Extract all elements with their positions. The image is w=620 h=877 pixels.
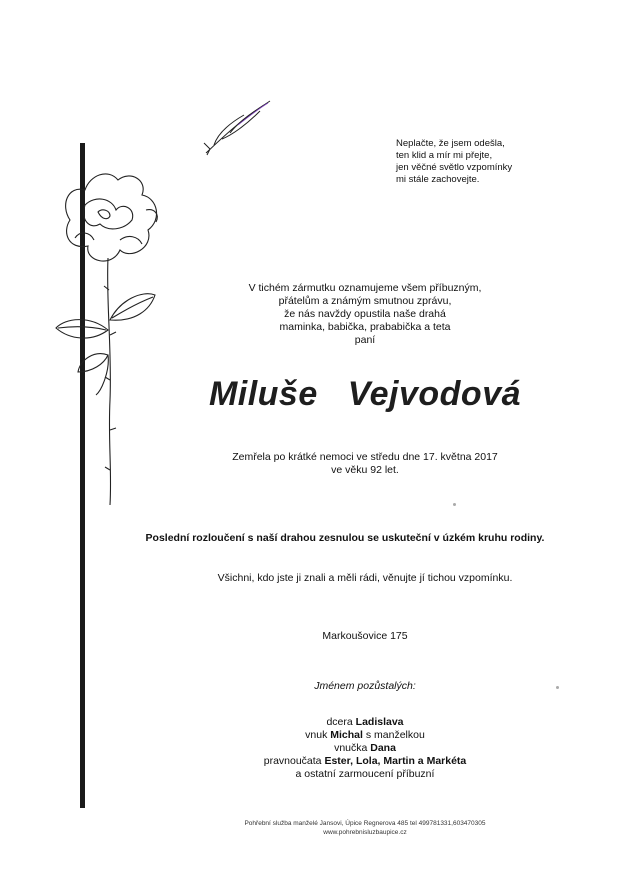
farewell-notice: Poslední rozloučení s naší drahou zesnulou se uskuteční v úzkém kruhu rodiny.	[145, 532, 545, 544]
relative-line: vnučka Dana	[334, 742, 396, 754]
poem-line: jen věčné světlo vzpomínky	[396, 162, 513, 173]
footer-address: Pohřební služba manželé Jansovi, Úpice Regnerova 485 tel 499781331,603470305	[244, 820, 486, 827]
poem-line: mi stále zachovejte.	[396, 174, 480, 185]
death-line: ve věku 92 let.	[331, 464, 399, 476]
scan-speck	[453, 503, 456, 506]
feather-icon	[200, 95, 275, 160]
scan-speck	[556, 686, 559, 689]
on-behalf-heading: Jménem pozůstalých:	[314, 680, 416, 692]
intro-line: maminka, babička, prababička a teta	[279, 321, 451, 333]
relative-line: dcera Ladislava	[326, 716, 404, 728]
poem-line: ten klid a mír mi přejte,	[396, 150, 493, 161]
relative-line: vnuk Michal s manželkou	[305, 729, 425, 741]
poem-line: Neplačte, že jsem odešla,	[396, 138, 505, 149]
intro-line: přátelům a známým smutnou zprávu,	[278, 295, 452, 307]
intro-line: že nás navždy opustila naše drahá	[284, 308, 446, 320]
deceased-name	[150, 375, 580, 414]
deceased-first-name: Miluše	[208, 375, 318, 413]
relative-line: pravnoučata Ester, Lola, Martin a Markéta	[263, 755, 467, 767]
intro-line: V tichém zármutku oznamujeme všem příbuzným,	[248, 282, 482, 294]
relatives-list	[150, 716, 580, 781]
announcement-intro	[150, 282, 580, 347]
death-details	[150, 451, 580, 477]
intro-line: paní	[354, 334, 376, 346]
deceased-last-name: Vejvodová	[347, 375, 522, 413]
footer-website: www.pohrebnisluzbaupice.cz	[323, 829, 407, 836]
remembrance-request: Všichni, kdo jste ji znali a měli rádi, věnujte jí tichou vzpomínku.	[217, 572, 513, 584]
poem-verse	[396, 138, 596, 186]
relative-line: a ostatní zarmoucení příbuzní	[295, 768, 435, 780]
funeral-service-footer	[150, 819, 580, 837]
death-line: Zemřela po krátké nemoci ve středu dne 17. května 2017	[232, 451, 498, 463]
address: Markoušovice 175	[322, 630, 408, 642]
